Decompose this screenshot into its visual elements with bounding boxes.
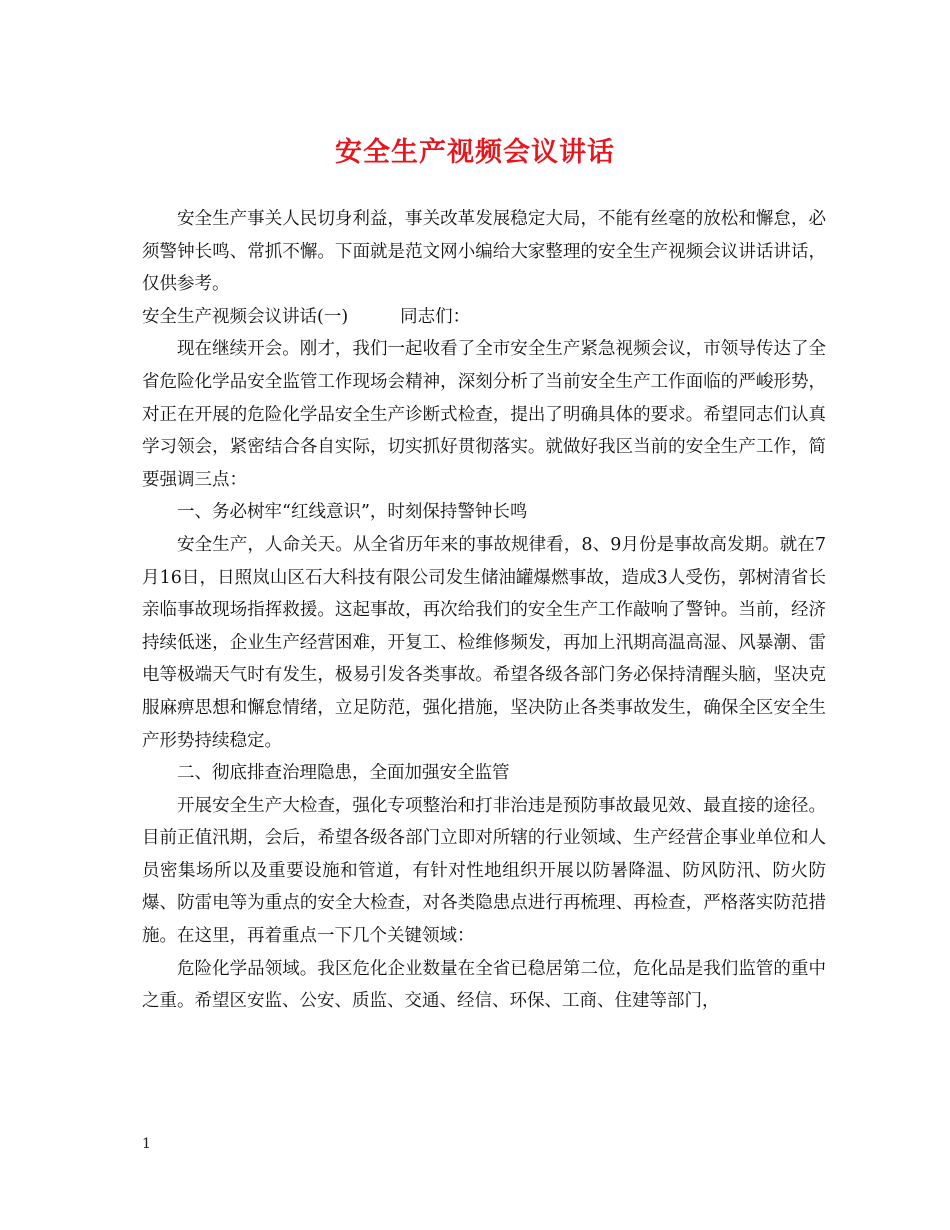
document-body: [142, 203, 826, 1018]
subheading-one: 一、务必树牢“红线意识”，时刻保持警钟长鸣: [177, 502, 528, 523]
body-paragraph: 安全生产，人命关天。从全省历年来的事故规律看，8、9月份是事故高发期。就在7月16日，日照岚山区石大科技有限公司发生储油罐爆燃事故，造成3人受伤，郭树清省长亲临事故现场指挥救援。这起事故，再次给我们的安全生产工作敲响了警钟。当前，经济持续低迷，企业生产经营困难，开复工、检维修频发，再加上汛期高温高湿、风暴潮、雷电等极端天气时有发生，极易引发各类事故。希望各级各部门务必保持清醒头脑，坚决克服麻痹思想和懈怠情绪，立足防范，强化措施，坚决防止各类事故发生，确保全区安全生产形势持续稳定。: [142, 534, 826, 751]
document-title: 安全生产视频会议讲话: [335, 137, 615, 168]
subheading-two: 二、彻底排查治理隐患，全面加强安全监管: [177, 763, 510, 784]
body-paragraph: 开展安全生产大检查，强化专项整治和打非治违是预防事故最见效、最直接的途径。目前正值汛期，会后，希望各级各部门立即对所辖的行业领域、生产经营企事业单位和人员密集场所以及重要设施和管道，有针对性地组织开展以防暑降温、防风防汛、防火防爆、防雷电等为重点的安全大检查，对各类隐患点进行再梳理、再检查，严格落实防范措施。在这里，再着重点一下几个关键领域：: [142, 795, 826, 947]
page-number: 1: [142, 1136, 151, 1152]
section-heading: 安全生产视频会议讲话(一): [142, 306, 349, 327]
salutation: 同志们：: [400, 306, 471, 327]
section-heading-line: [142, 301, 826, 334]
body-paragraph: 现在继续开会。刚才，我们一起收看了全市安全生产紧急视频会议，市领导传达了全省危险化学品安全监管工作现场会精神，深刻分析了当前安全生产工作面临的严峻形势，对正在开展的危险化学品安全生产诊断式检查，提出了明确具体的要求。希望同志们认真学习领会，紧密结合各自实际，切实抓好贯彻落实。就做好我区当前的安全生产工作，简要强调三点：: [142, 339, 826, 490]
intro-paragraph: 安全生产事关人民切身利益，事关改革发展稳定大局，不能有丝毫的放松和懈怠，必须警钟长鸣、常抓不懈。下面就是范文网小编给大家整理的安全生产视频会议讲话讲话，仅供参考。: [142, 209, 826, 295]
body-paragraph: 危险化学品领域。我区危化企业数量在全省已稳居第二位，危化品是我们监管的重中之重。希望区安监、公安、质监、交通、经信、环保、工商、住建等部门，: [142, 958, 826, 1012]
